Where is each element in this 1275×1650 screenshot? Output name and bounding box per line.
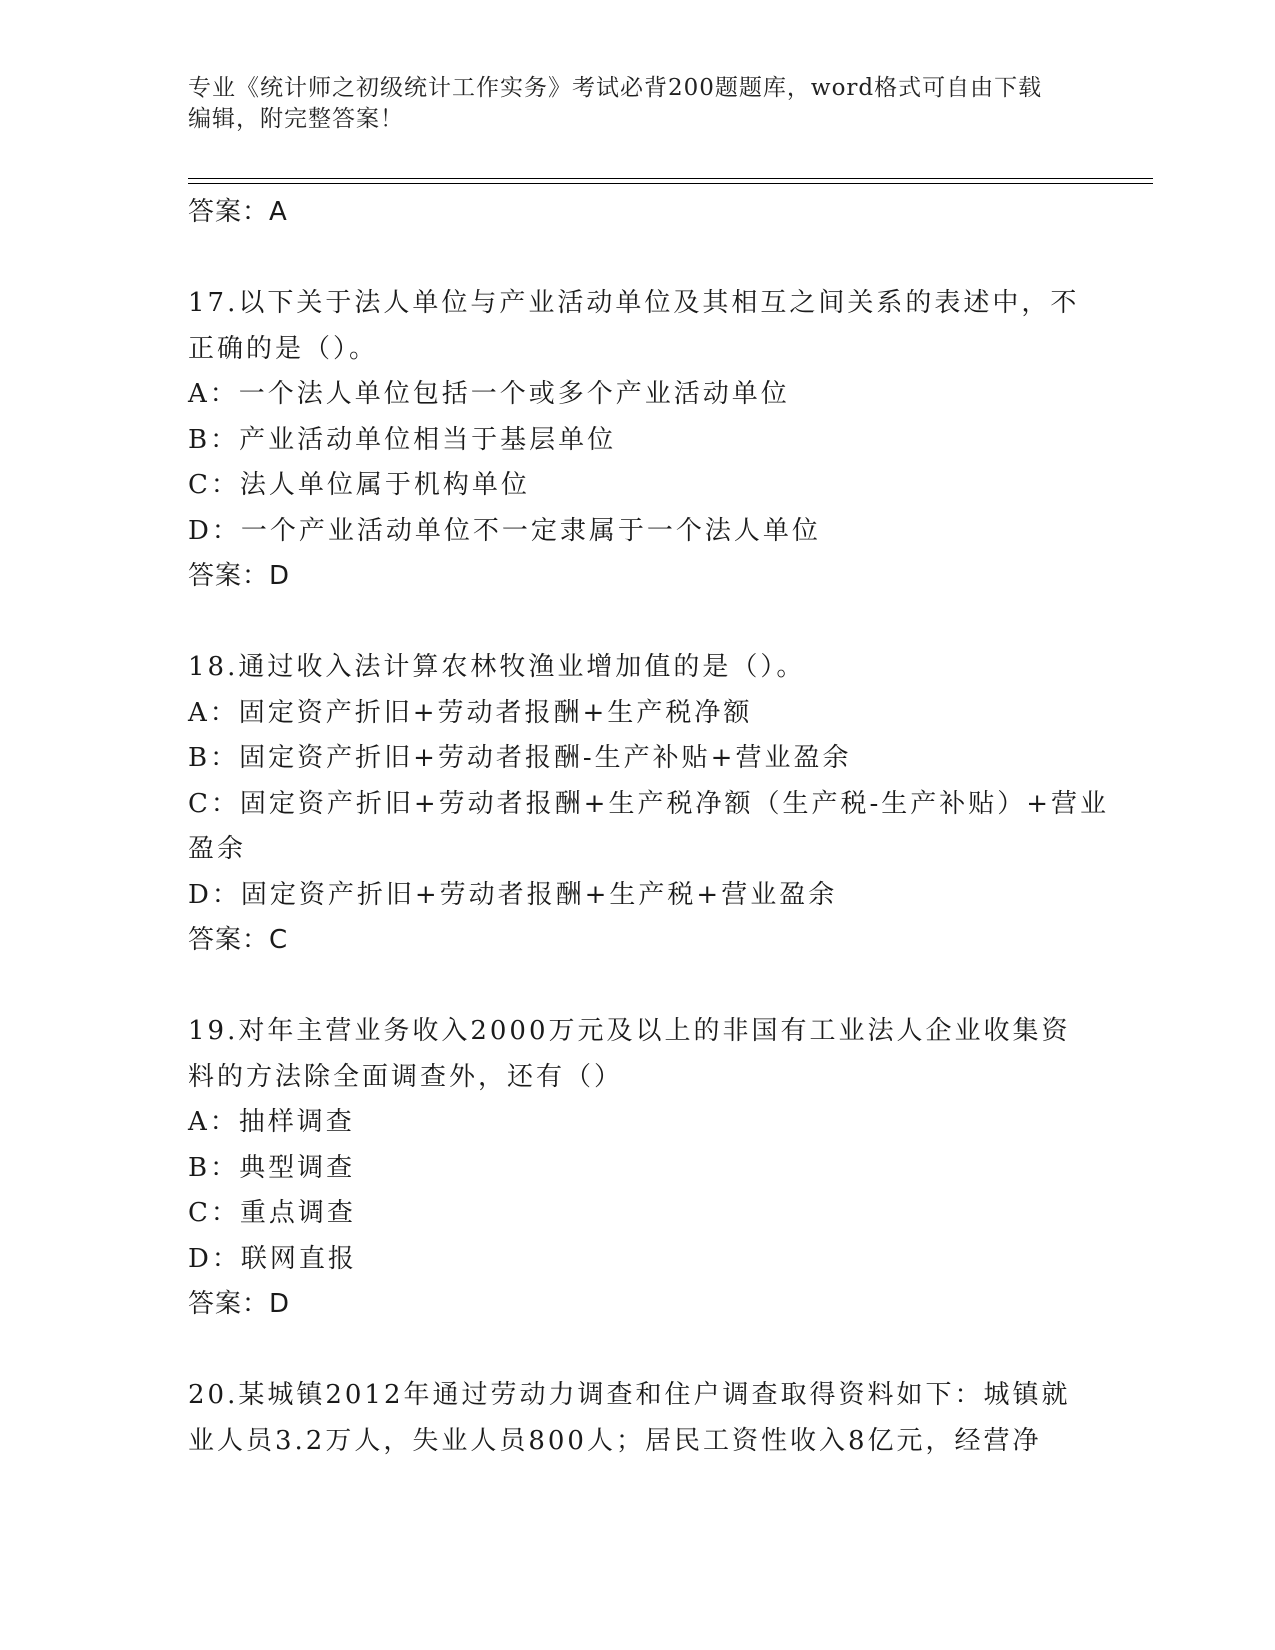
header-title-line-1: 专业《统计师之初级统计工作实务》考试必背200题题库，word格式可自由下载 — [188, 75, 1043, 101]
option-d: D：固定资产折旧+劳动者报酬+生产税+营业盈余 — [188, 879, 838, 910]
option-c-continued: 盈余 — [188, 834, 247, 864]
option-b: B：产业活动单位相当于基层单位 — [188, 424, 617, 455]
question-17 — [188, 281, 1088, 600]
option-b: B：典型调查 — [188, 1152, 356, 1183]
question-18 — [188, 645, 1110, 964]
previous-answer: 答案：A — [188, 197, 288, 227]
question-stem-continued: 业人员3.2万人，失业人员800人；居民工资性收入8亿元，经营净 — [188, 1425, 1042, 1456]
answer: 答案：D — [188, 1289, 291, 1319]
question-stem: 17.以下关于法人单位与产业活动单位及其相互之间关系的表述中，不 — [188, 288, 1080, 318]
question-20 — [188, 1373, 1088, 1464]
option-c: C：固定资产折旧+劳动者报酬+生产税净额（生产税-生产补贴）+营业 — [188, 788, 1110, 819]
question-19 — [188, 1009, 1088, 1328]
option-a: A：固定资产折旧+劳动者报酬+生产税净额 — [188, 697, 753, 728]
spacer — [188, 236, 1088, 282]
header-title-line-2: 编辑，附完整答案！ — [188, 106, 404, 132]
answer: 答案：C — [188, 925, 289, 955]
question-stem: 20.某城镇2012年通过劳动力调查和住户调查取得资料如下：城镇就 — [188, 1380, 1071, 1410]
option-c: C：重点调查 — [188, 1198, 356, 1228]
option-d: D：联网直报 — [188, 1243, 357, 1274]
spacer — [188, 600, 1088, 646]
option-d: D：一个产业活动单位不一定隶属于一个法人单位 — [188, 515, 821, 546]
header-divider-top — [188, 178, 1153, 179]
option-b: B：固定资产折旧+劳动者报酬-生产补贴+营业盈余 — [188, 743, 852, 773]
spacer — [188, 1328, 1088, 1374]
header-divider-bottom — [188, 183, 1153, 184]
option-a: A：一个法人单位包括一个或多个产业活动单位 — [188, 379, 790, 409]
question-stem: 19.对年主营业务收入2000万元及以上的非国有工业法人企业收集资 — [188, 1016, 1071, 1046]
question-stem: 18.通过收入法计算农林牧渔业增加值的是（）。 — [188, 652, 806, 682]
question-stem-continued: 料的方法除全面调查外，还有（） — [188, 1061, 624, 1092]
spacer — [188, 964, 1088, 1010]
option-c: C：法人单位属于机构单位 — [188, 470, 530, 500]
question-stem-continued: 正确的是（）。 — [188, 333, 379, 364]
question-content — [188, 190, 1110, 1464]
page-header — [188, 73, 1088, 135]
answer: 答案：D — [188, 561, 291, 591]
option-a: A：抽样调查 — [188, 1107, 355, 1137]
